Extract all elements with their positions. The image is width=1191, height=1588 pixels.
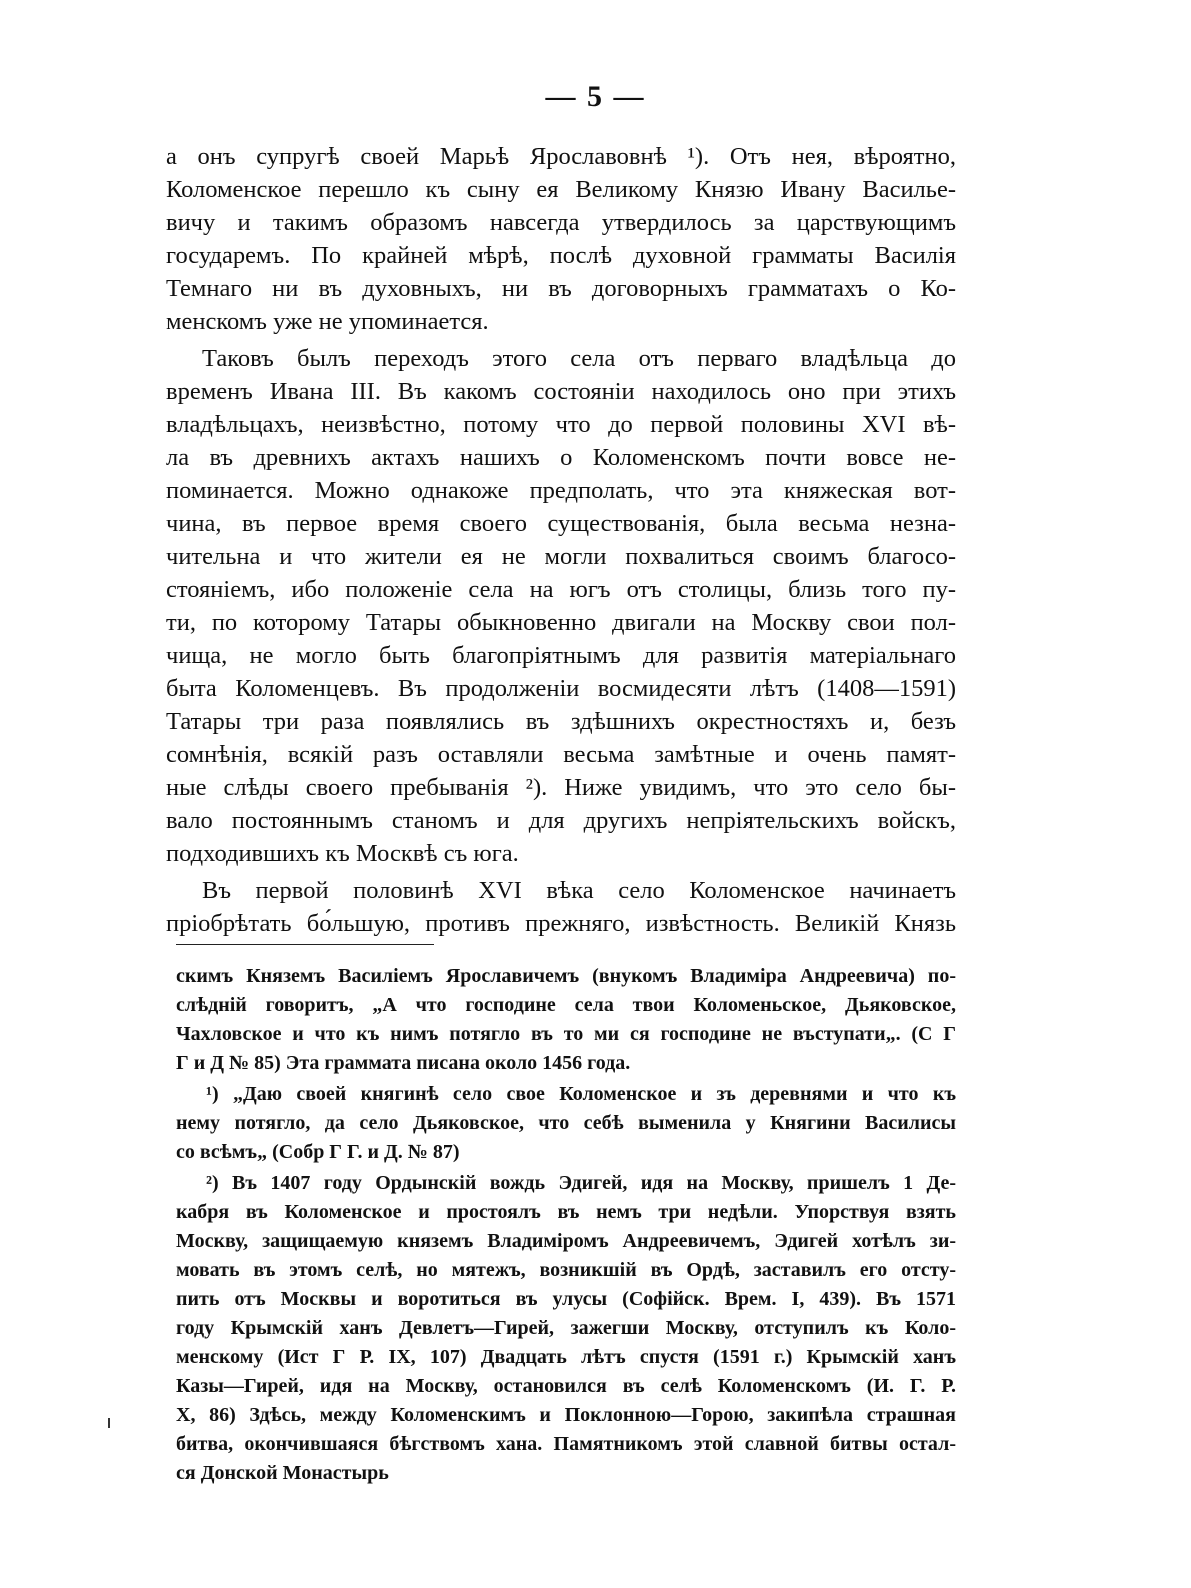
footnote-line: Казы—Гирей, идя на Москву, остановился въ селѣ Коломенскомъ (И. Г. Р. <box>176 1375 956 1397</box>
text-line: чина, въ первое время своего существованія, была весьма незна- <box>166 510 956 537</box>
text-line: ти, по которому Татары обыкновенно двигали на Москву свои пол- <box>166 609 956 636</box>
text-line: государемъ. По крайней мѣрѣ, послѣ духовной грамматы Василія <box>166 242 956 269</box>
text-line: пріобрѣтать бо́льшую, противъ прежняго, извѣстность. Великій Князь <box>166 910 956 937</box>
text-line: ла въ древнихъ актахъ нашихъ о Коломенскомъ почти вовсе не- <box>166 444 956 471</box>
footnote-line: битва, окончившаяся бѣгствомъ хана. Памятникомъ этой славной битвы остал- <box>176 1433 956 1455</box>
text-line: чительна и что жители ея не могли похвалиться своимъ благосо- <box>166 543 956 570</box>
footnote-rule <box>176 944 434 945</box>
page-number: — 5 — <box>545 80 646 113</box>
paragraph-3 <box>166 874 956 940</box>
main-text <box>166 140 956 944</box>
text-line: а онъ супругѣ своей Марьѣ Ярославовнѣ ¹). Отъ нея, вѣроятно, <box>166 143 956 170</box>
text-line: чища, не могло быть благопріятнымъ для развитія матеріальнаго <box>166 642 956 669</box>
footnote-1 <box>176 1080 956 1167</box>
text-line: поминается. Можно однакоже предполать, что эта княжеская вот- <box>166 477 956 504</box>
paragraph-2 <box>166 342 956 870</box>
footnote-line: пить отъ Москвы и воротиться въ улусы (Софійск. Врем. I, 439). Въ 1571 <box>176 1288 956 1310</box>
footnote-2 <box>176 1169 956 1488</box>
footnote-line: Г и Д № 85) Эта граммата писана около 1456 года. <box>176 1052 631 1074</box>
footnote-line: нему потягло, да село Дьяковское, что себѣ выменила у Княгини Василисы <box>176 1112 956 1134</box>
footnote-line: ²) Въ 1407 году Ордынскій вождь Эдигей, идя на Москву, пришелъ 1 Де- <box>206 1172 956 1194</box>
footnote-line: году Крымскій ханъ Девлетъ—Гирей, зажегши Москву, отступилъ къ Коло- <box>176 1317 956 1339</box>
footnote-line: со всѣмъ„ (Собр Г Г. и Д. № 87) <box>176 1141 460 1163</box>
text-line: менскомъ уже не упоминается. <box>166 308 489 335</box>
footnote-line: слѣдній говоритъ, „А что господине села твои Коломеньское, Дьяковское, <box>176 994 956 1016</box>
text-line: Въ первой половинѣ XVI вѣка село Коломенское начинаетъ <box>202 877 956 904</box>
text-line: сомнѣнія, всякій разъ оставляли весьма замѣтные и очень памят- <box>166 741 956 768</box>
footnote-line: X, 86) Здѣсь, между Коломенскимъ и Поклонною—Горою, закипѣла страшная <box>176 1404 956 1426</box>
text-line: вало постояннымъ станомъ и для другихъ непріятельскихъ войскъ, <box>166 807 956 834</box>
footnote-line: Москву, защищаемую княземъ Владиміромъ Андреевичемъ, Эдигей хотѣлъ зи- <box>176 1230 956 1252</box>
text-line: временъ Ивана III. Въ какомъ состояніи находилось оно при этихъ <box>166 378 956 405</box>
text-line: быта Коломенцевъ. Въ продолженіи восмидесяти лѣтъ (1408—1591) <box>166 675 956 702</box>
footnote-line: мовать въ этомъ селѣ, но мятежъ, возникшій въ Ордѣ, заставилъ его отсту- <box>176 1259 956 1281</box>
text-line: Темнаго ни въ духовныхъ, ни въ договорныхъ грамматахъ о Ко- <box>166 275 956 302</box>
footnote-line: менскому (Ист Г Р. IX, 107) Двадцать лѣтъ спустя (1591 г.) Крымскій ханъ <box>176 1346 956 1368</box>
text-line: владѣльцахъ, неизвѣстно, потому что до первой половины XVI вѣ- <box>166 411 956 438</box>
footnote-line: Чахловское и что къ нимъ потягло въ то ми ся господине не въступати„. (С Г <box>176 1023 956 1045</box>
text-line: стояніемъ, ибо положеніе села на югъ отъ столицы, близь того пу- <box>166 576 956 603</box>
text-line: Татары три раза появлялись въ здѣшнихъ окрестностяхъ и, безъ <box>166 708 956 735</box>
footnote-line: ¹) „Даю своей княгинѣ село свое Коломенское и зъ деревнями и что къ <box>206 1083 956 1105</box>
footnote-line: кабря въ Коломенское и простоялъ въ немъ три недѣли. Упорствуя взять <box>176 1201 956 1223</box>
footnote-continued <box>176 962 956 1078</box>
text-line: подходившихъ къ Москвѣ съ юга. <box>166 840 519 867</box>
text-line: вичу и такимъ образомъ навсегда утвердилось за царствующимъ <box>166 209 956 236</box>
paragraph-1 <box>166 140 956 338</box>
text-line: ные слѣды своего пребыванія ²). Ниже увидимъ, что это село бы- <box>166 774 956 801</box>
footnote-line: ся Донской Монастырь <box>176 1462 389 1484</box>
text-line: Таковъ былъ переходъ этого села отъ перваго владѣльца до <box>202 345 956 372</box>
margin-mark <box>108 1418 110 1428</box>
footnote-line: скимъ Княземъ Василіемъ Ярославичемъ (внукомъ Владиміра Андреевича) по- <box>176 965 956 987</box>
text-line: Коломенское перешло къ сыну ея Великому Князю Ивану Василье- <box>166 176 956 203</box>
footnotes <box>176 962 956 1490</box>
